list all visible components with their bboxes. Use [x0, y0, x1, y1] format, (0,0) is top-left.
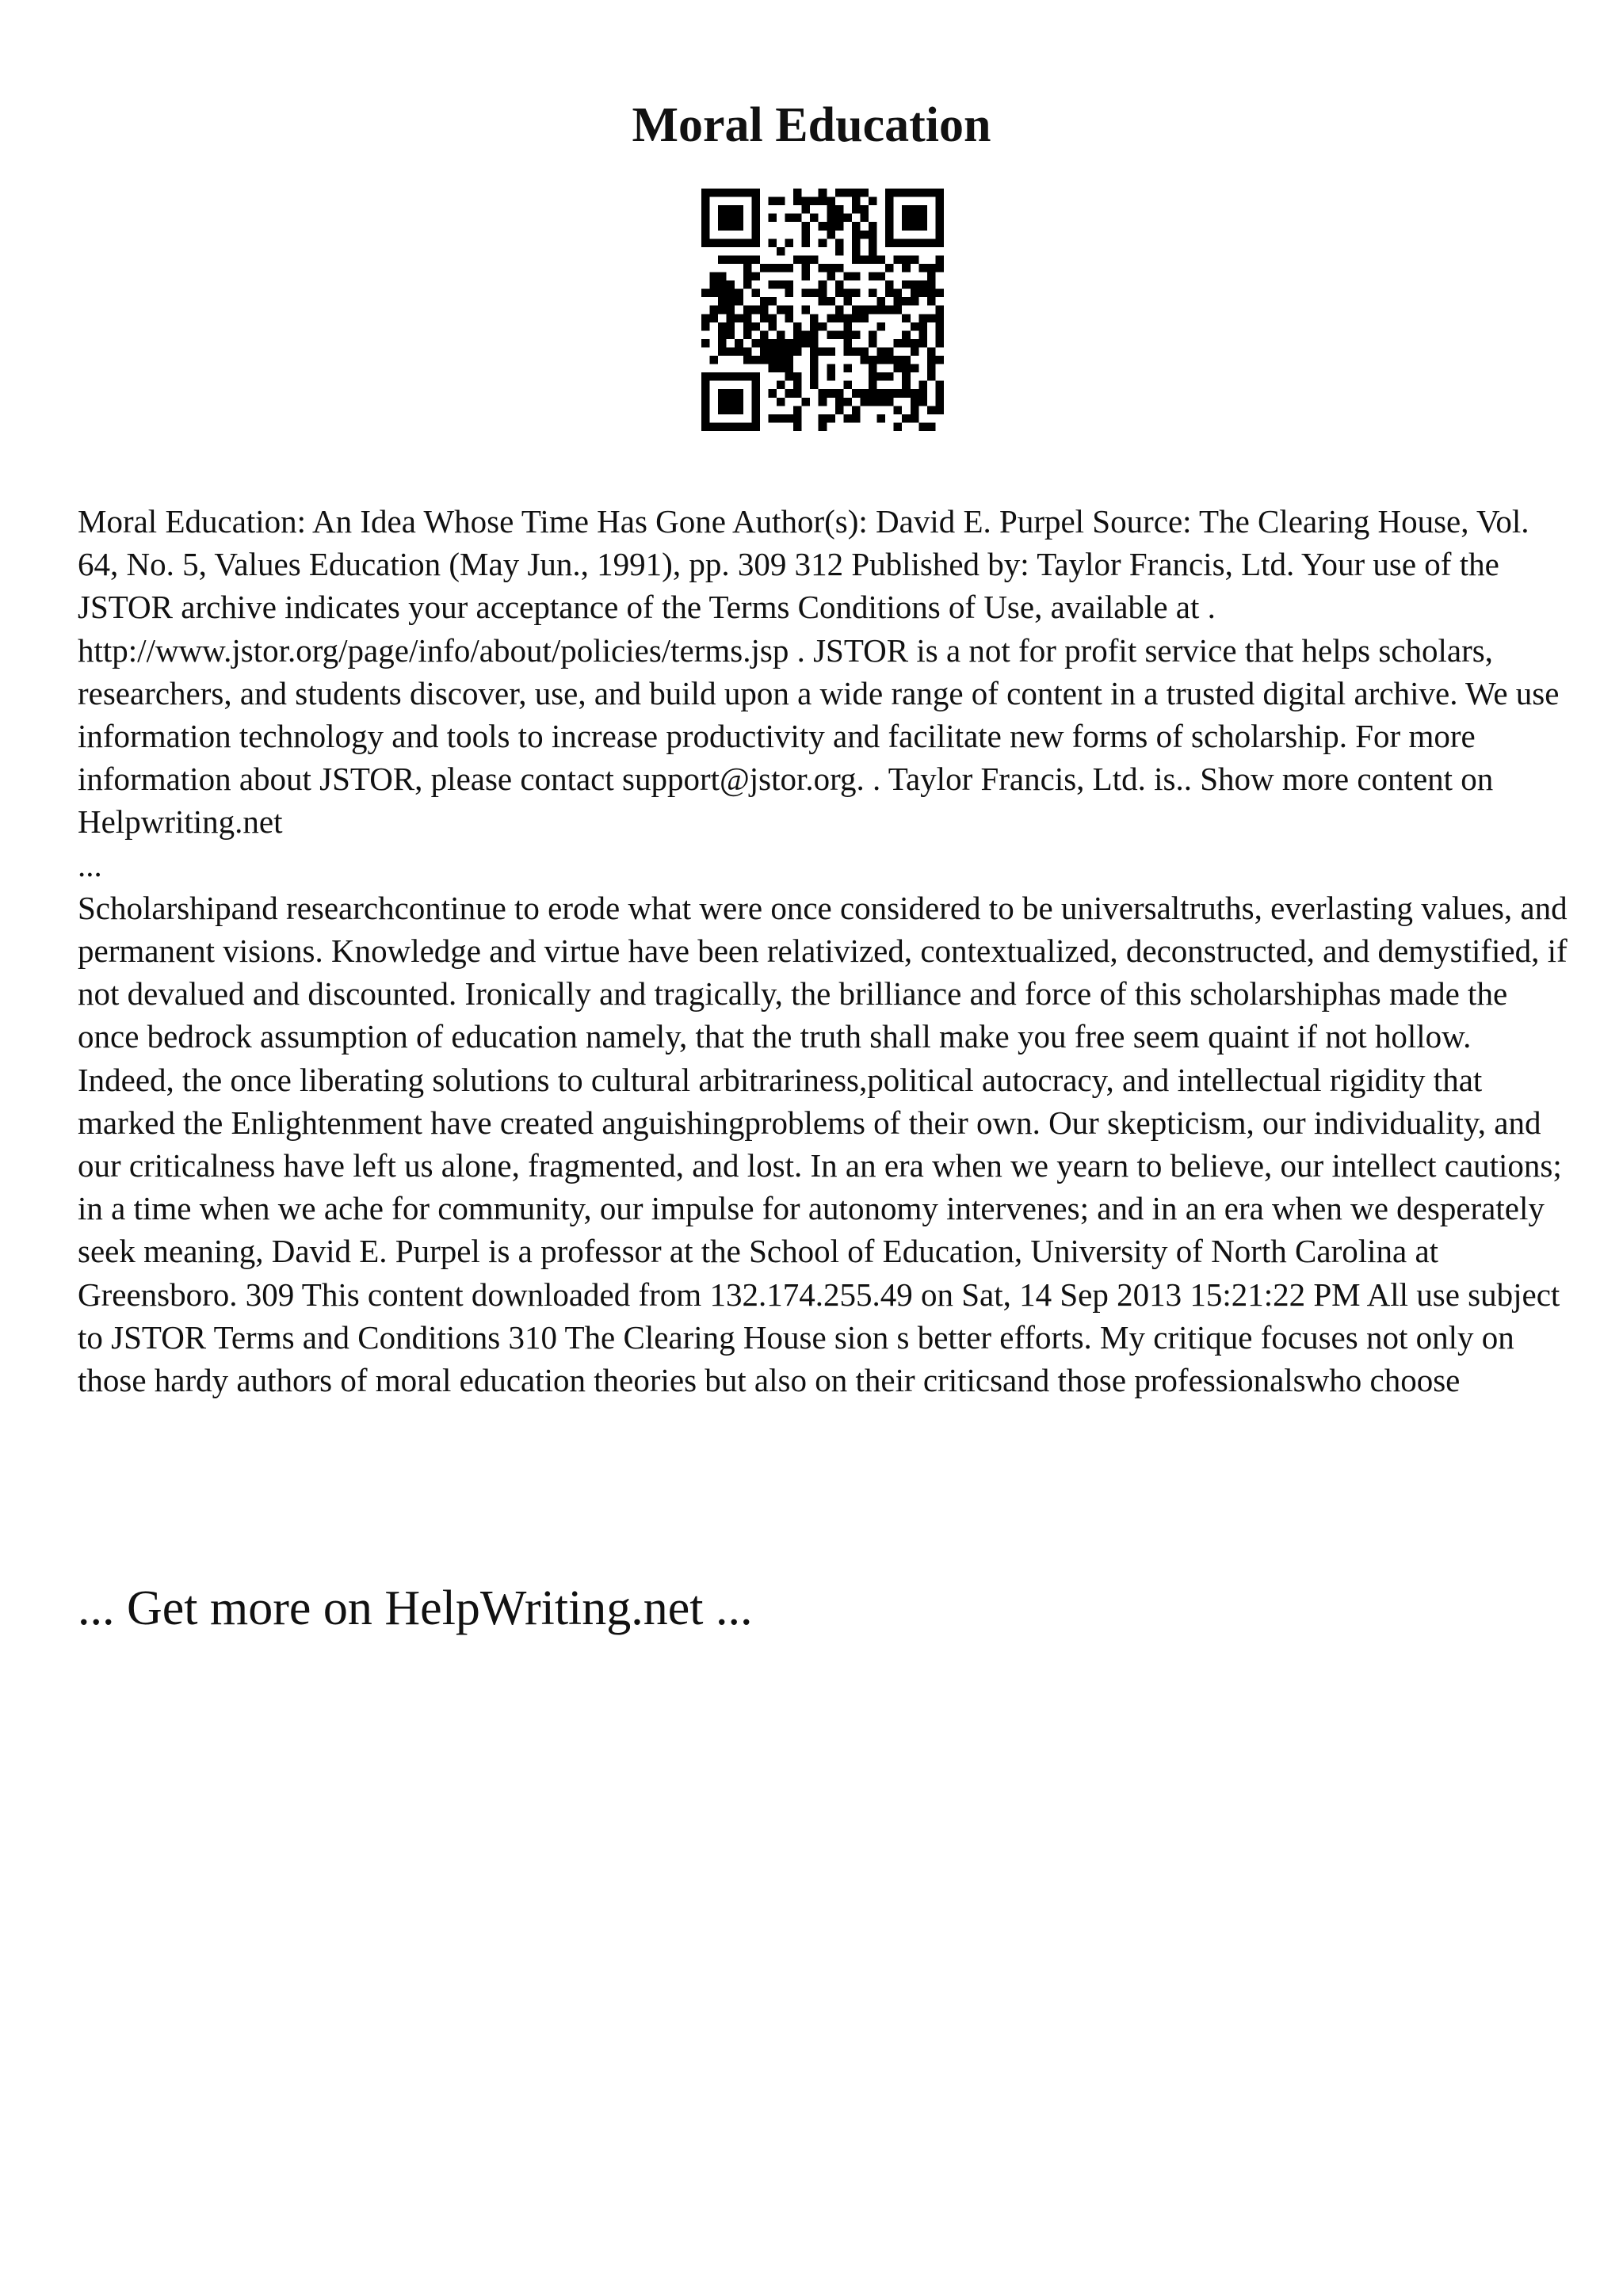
- qr-code-icon: [701, 189, 944, 431]
- excerpt-paragraph: Scholarshipand researchcontinue to erode what were once considered to be universaltruths, everlasting values, and permanent visions. Knowledge and virtue have been relativized, contextualized, deconstructed, and demystified, if not devalued and discounted. Ironically and tragically, the brilliance and force of this scholarshiphas made the once bedrock assumption of education namely, that the truth shall make you free seem quaint if not hollow. Indeed, the once liberating solutions to cultural arbitrariness,political autocracy, and intellectual rigidity that marked the Enlightenment have created anguishingproblems of their own. Our skepticism, our individuality, and our criticalness have left us alone, fragmented, and lost. In an era when we yearn to believe, our intellect cautions; in a time when we ache for community, our impulse for autonomy intervenes; and in an era when we desperately seek meaning, David E. Purpel is a professor at the School of Education, University of North Carolina at Greensboro. 309 This content downloaded from 132.174.255.49 on Sat, 14 Sep 2013 15:21:22 PM All use subject to JSTOR Terms and Conditions 310 The Clearing House sion s better efforts. My critique focuses not only on those hardy authors of moral education theories but also on their criticsand those professionalswho choose: [78, 889, 1568, 1399]
- abstract-paragraph: Moral Education: An Idea Whose Time Has Gone Author(s): David E. Purpel Source: The Clearing House, Vol. 64, No. 5, Values Education (May Jun., 1991), pp. 309 312 Published by: Taylor Francis, Ltd. Your use of the JSTOR archive indicates your acceptance of the Terms Conditions of Use, available at . http://www.jstor.org/page/info/about/policies/terms.jsp . JSTOR is a not for profit service that helps scholars, researchers, and students discover, use, and build upon a wide range of content in a trusted digital archive. We use information technology and tools to increase productivity and facilitate new forms of scholarship. For more information about JSTOR, please contact support@jstor.org. . Taylor Francis, Ltd. is.. Show more content on Helpwriting.net: [78, 503, 1560, 841]
- page-title: Moral Education: [632, 98, 991, 152]
- separator: ...: [78, 846, 102, 883]
- get-more-link[interactable]: ... Get more on HelpWriting.net ...: [78, 1581, 753, 1635]
- qr-code-graphic: [701, 189, 944, 431]
- article-text: [78, 500, 1568, 1402]
